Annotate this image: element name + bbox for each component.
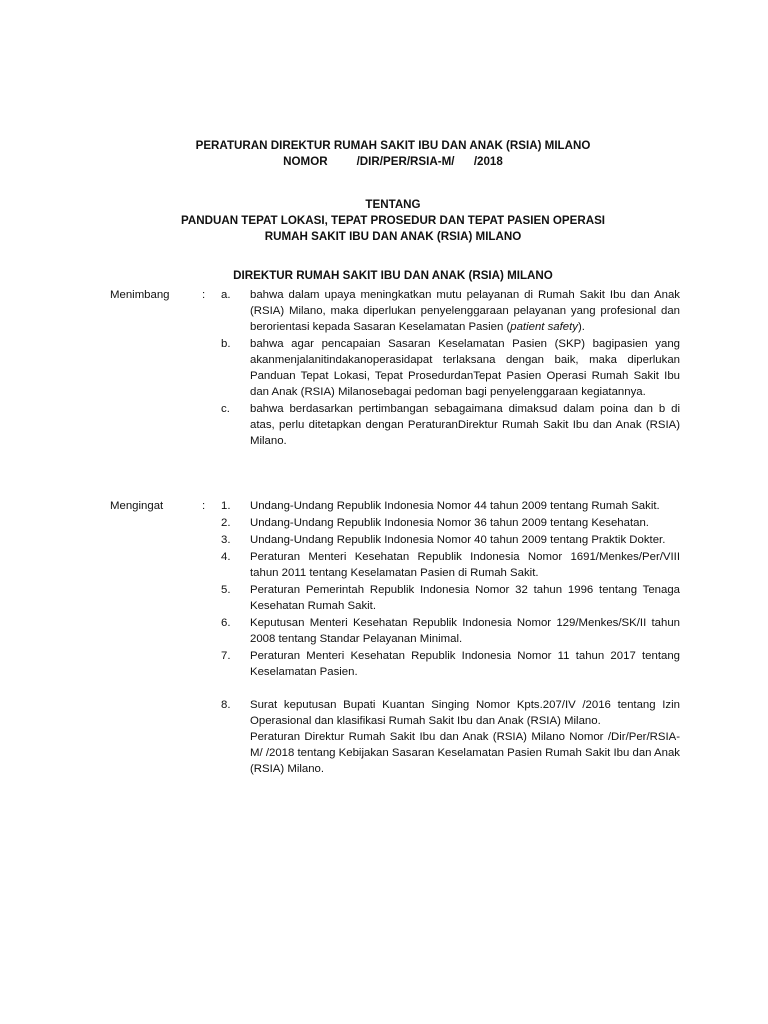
issuer-line: DIREKTUR RUMAH SAKIT IBU DAN ANAK (RSIA) MILANO [233, 269, 553, 282]
item-marker: 1. [221, 500, 231, 512]
regulation-number: NOMOR /DIR/PER/RSIA-M/ /2018 [283, 155, 503, 168]
list-item [221, 515, 680, 531]
item-marker: 7. [221, 650, 231, 662]
item-text: bahwa berdasarkan pertimbangan sebagaimana dimaksud dalam poina dan b di atas, perlu ditetapkan dengan PeraturanDirektur Rumah Sakit Ibu dan Anak (RSIA) Milano. [250, 403, 680, 447]
item-text: Keputusan Menteri Kesehatan Republik Indonesia Nomor 129/Menkes/SK/II tahun 2008 tentang Standar Pelayanan Minimal. [250, 617, 680, 645]
item-marker: a. [221, 289, 231, 301]
item-text: bahwa agar pencapaian Sasaran Keselamatan Pasien (SKP) bagipasien yang akanmenjalanitindakanoperasidapat terlaksana dengan baik, maka diperlukan Panduan Tepat Lokasi, Tepat ProsedurdanTepat Pasien Operasi Rumah Sakit Ibu dan Anak (RSIA) Milanosebagai pedoman bagi penyelenggaraan kegiatannya. [250, 338, 680, 398]
mengingat-list [221, 498, 680, 777]
subject-line-2: RUMAH SAKIT IBU DAN ANAK (RSIA) MILANO [264, 230, 522, 243]
about-label: TENTANG [365, 198, 421, 211]
list-item [221, 582, 680, 614]
item-marker: 8. [221, 699, 231, 711]
item-text: Undang-Undang Republik Indonesia Nomor 40 tahun 2009 tentang Praktik Dokter. [250, 534, 666, 546]
list-item [221, 287, 680, 335]
menimbang-colon: : [202, 289, 206, 301]
item-text: Surat keputusan Bupati Kuantan Singing Nomor Kpts.207/IV /2016 tentang Izin Operasional dan klasifikasi Rumah Sakit Ibu dan Anak (RSIA) Milano. [250, 699, 680, 727]
item-text: Peraturan Menteri Kesehatan Republik Indonesia Nomor 1691/Menkes/Per/VIII tahun 2011 tentang Keselamatan Pasien di Rumah Sakit. [250, 551, 680, 579]
item-text: bahwa dalam upaya meningkatkan mutu pelayanan di Rumah Sakit Ibu dan Anak (RSIA) Milano, maka diperlukan penyelenggaraan pelayanan yang profesional dan berorientasi kepada Sasaran Keselamatan Pasien (patient safety). [250, 289, 680, 333]
item-marker: 6. [221, 617, 231, 629]
list-item [221, 498, 680, 514]
mengingat-colon: : [202, 500, 206, 512]
list-item [221, 401, 680, 449]
item-marker: c. [221, 403, 230, 415]
mengingat-label: Mengingat [110, 500, 164, 512]
list-item [221, 697, 680, 777]
item-text: Peraturan Pemerintah Republik Indonesia Nomor 32 tahun 1996 tentang Tenaga Kesehatan Rumah Sakit. [250, 584, 680, 612]
list-item [221, 532, 680, 548]
item-marker: 5. [221, 584, 231, 596]
item-text: Undang-Undang Republik Indonesia Nomor 36 tahun 2009 tentang Kesehatan. [250, 517, 649, 529]
item-marker: 2. [221, 517, 231, 529]
list-item [221, 549, 680, 581]
item-italic-term: patient safety [510, 321, 579, 333]
item-continuation-text: Peraturan Direktur Rumah Sakit Ibu dan Anak (RSIA) Milano Nomor /Dir/Per/RSIA-M/ /2018 tentang Kebijakan Sasaran Keselamatan Pasien Rumah Sakit Ibu dan Anak (RSIA) Milano. [250, 731, 680, 775]
list-item [221, 336, 680, 400]
item-marker: b. [221, 338, 231, 350]
item-marker: 3. [221, 534, 231, 546]
list-item [221, 615, 680, 647]
item-text: Peraturan Menteri Kesehatan Republik Indonesia Nomor 11 tahun 2017 tentang Keselamatan Pasien. [250, 650, 680, 678]
regulation-title: PERATURAN DIREKTUR RUMAH SAKIT IBU DAN ANAK (RSIA) MILANO [195, 139, 591, 152]
document-heading [80, 138, 706, 284]
subject-line-1: PANDUAN TEPAT LOKASI, TEPAT PROSEDUR DAN TEPAT PASIEN OPERASI [180, 214, 606, 227]
list-item [221, 648, 680, 680]
menimbang-list [221, 287, 680, 449]
menimbang-label: Menimbang [110, 289, 170, 301]
item-marker: 4. [221, 551, 231, 563]
item-text: Undang-Undang Republik Indonesia Nomor 44 tahun 2009 tentang Rumah Sakit. [250, 500, 660, 512]
